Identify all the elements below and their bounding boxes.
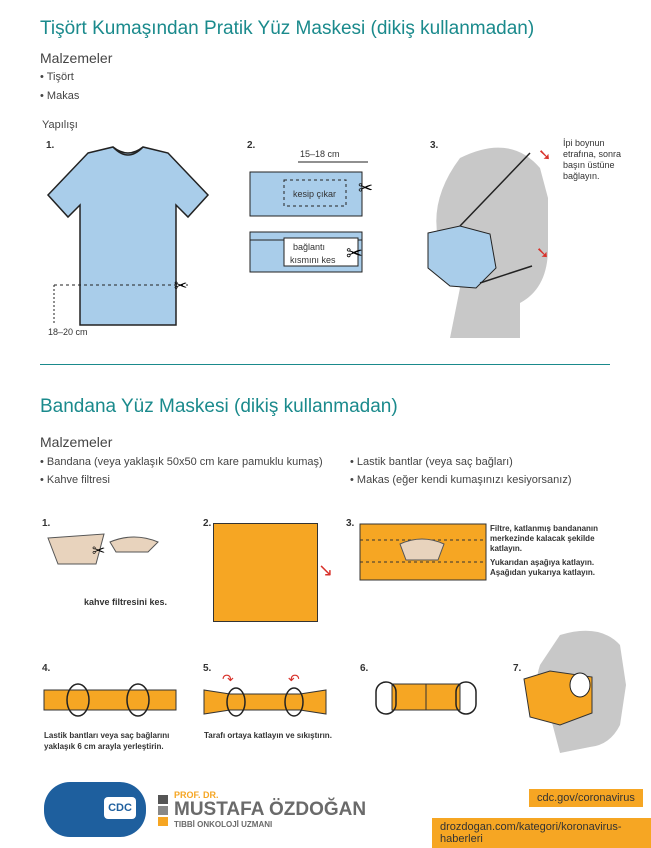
svg-text:✂: ✂ (92, 541, 106, 560)
tie-label-line1: bağlantı (293, 242, 326, 252)
step-number: 2. (203, 518, 212, 529)
step-number: 1. (42, 518, 51, 529)
logo-bar (158, 817, 168, 826)
blog-link[interactable]: drozdogan.com/kategori/koronavirus-haberleri (432, 818, 651, 848)
head-mask-illustration (420, 138, 580, 338)
logo-bar (158, 795, 168, 804)
material-item: • Lastik bantlar (veya saç bağları) (350, 456, 513, 468)
step-caption: Lastik bantları veya saç bağlarını yaklaşık 6 cm arayla yerleştirin. (44, 731, 170, 751)
step-number: 1. (46, 140, 55, 151)
step-caption: Tarafı ortaya katlayın ve sıkıştırın. (204, 731, 332, 740)
prof-label: PROF. DR. (174, 790, 219, 800)
step-number: 3. (430, 140, 439, 151)
method-heading: Yapılışı (42, 119, 78, 131)
step-number: 7. (513, 663, 522, 674)
material-item: • Makas (40, 90, 80, 102)
measure-label: 18–20 cm (48, 327, 88, 337)
material-item: • Makas (eğer kendi kumaşınızı kesiyorsanız) (350, 474, 572, 486)
step-number: 4. (42, 663, 51, 674)
tshirt-illustration (38, 145, 218, 345)
cdc-logo: CDC (104, 797, 136, 819)
fold-instructions: Filtre, katlanmış bandananın merkezinde kalacak şekilde katlayın. Yukarıdan aşağıya katlayın. Aşağıdan yukarıya katlayın. (490, 524, 599, 577)
band-placement-illustration (42, 682, 182, 722)
svg-text:↶: ↶ (288, 672, 300, 688)
section1-title: Tişört Kumaşından Pratik Yüz Maskesi (dikiş kullanmadan) (40, 18, 535, 39)
section-divider (40, 364, 610, 365)
tie-label-line2: kısmını kes (290, 255, 336, 265)
step-number: 2. (247, 140, 256, 151)
step-caption: kahve filtresini kes. (84, 597, 168, 607)
svg-text:↷: ↷ (222, 672, 234, 688)
step-number: 3. (346, 518, 355, 529)
svg-text:✂: ✂ (174, 276, 188, 295)
bandana-square (213, 523, 318, 622)
materials-heading-1: Malzemeler (40, 50, 113, 66)
step-number: 6. (360, 663, 369, 674)
logo-bar (158, 806, 168, 815)
folded-bandana-illustration (356, 520, 488, 584)
material-item: • Kahve filtresi (40, 474, 110, 486)
cut-out-label: kesip çıkar (293, 189, 337, 199)
materials-heading-2: Malzemeler (40, 434, 113, 450)
measure-label: 15–18 cm (300, 149, 340, 159)
section2-title: Bandana Yüz Maskesi (dikiş kullanmadan) (40, 396, 398, 417)
material-item: • Tişört (40, 71, 74, 83)
step-number: 5. (203, 663, 212, 674)
finished-mask-illustration (372, 676, 482, 720)
fold-sides-illustration (200, 672, 330, 722)
tie-instructions: İpi boynun etrafına, sonra başın üstüne bağlayın. (563, 138, 622, 181)
svg-text:➘: ➘ (536, 243, 550, 262)
svg-text:✂: ✂ (358, 178, 374, 199)
fold-arrow-icon: ↘ (318, 560, 334, 580)
doctor-role: TIBBİ ONKOLOJİ UZMANI (174, 820, 273, 829)
material-item: • Bandana (veya yaklaşık 50x50 cm kare pamuklu kumaş) (40, 456, 323, 468)
cdc-link[interactable]: cdc.gov/coronavirus (529, 789, 643, 807)
coffee-filter-illustration (44, 528, 164, 573)
svg-text:➘: ➘ (538, 145, 552, 164)
svg-text:✂: ✂ (346, 241, 363, 265)
doctor-name: MUSTAFA ÖZDOĞAN (174, 799, 367, 820)
head-bandana-mask-illustration (520, 625, 630, 755)
